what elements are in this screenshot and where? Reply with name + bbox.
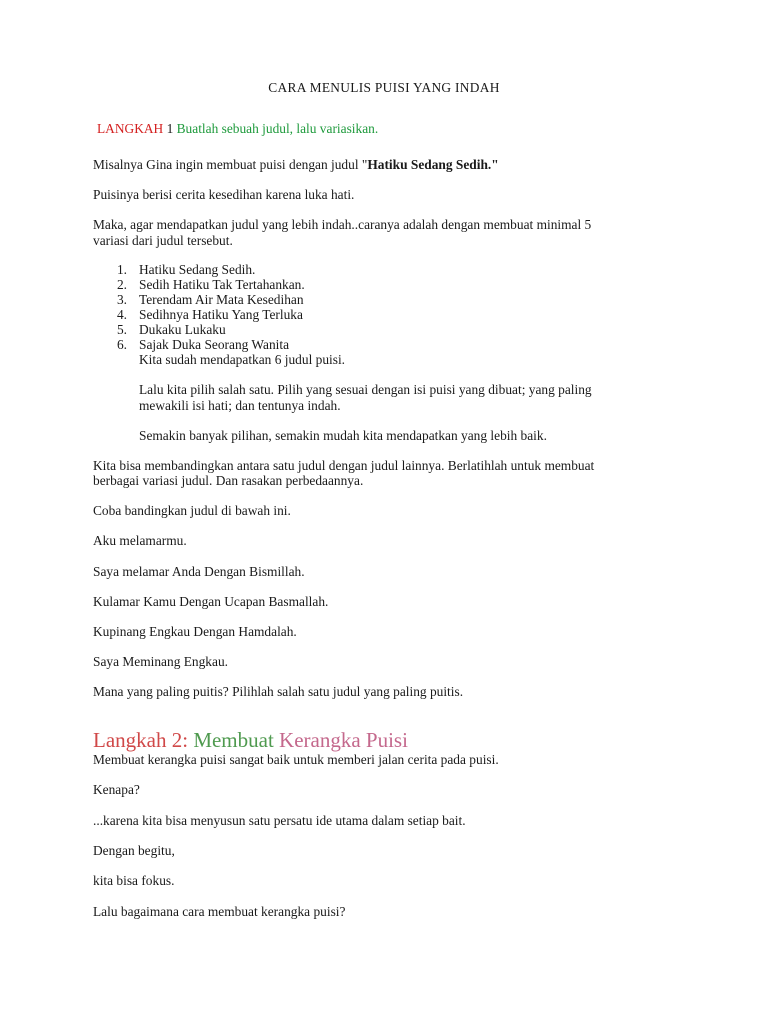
list-item-text: Terendam Air Mata Kesedihan bbox=[139, 292, 304, 307]
step2-heading bbox=[93, 728, 408, 752]
paragraph-1 bbox=[93, 157, 499, 172]
step2-paragraph: Kenapa? bbox=[93, 782, 140, 797]
step2-paragraph: Lalu bagaimana cara membuat kerangka puisi? bbox=[93, 904, 346, 919]
list-item-number: 6. bbox=[116, 337, 127, 352]
example-title: Kupinang Engkau Dengan Hamdalah. bbox=[93, 624, 297, 639]
paragraph-5: Coba bandingkan judul di bawah ini. bbox=[93, 503, 291, 518]
paragraph-1-text: Misalnya Gina ingin membuat puisi dengan judul " bbox=[93, 157, 368, 172]
example-title: Saya Meminang Engkau. bbox=[93, 654, 228, 669]
step1-number: 1 bbox=[166, 121, 174, 136]
list-item-number: 3. bbox=[116, 292, 127, 307]
list-item-number: 4. bbox=[116, 307, 127, 322]
step1-text: Buatlah sebuah judul, lalu variasikan. bbox=[176, 121, 379, 136]
step2-paragraph: ...karena kita bisa menyusun satu persatu ide utama dalam setiap bait. bbox=[93, 813, 466, 828]
list-after-para-a-line-1: Lalu kita pilih salah satu. Pilih yang sesuai dengan isi puisi yang dibuat; yang paling bbox=[139, 382, 592, 397]
paragraph-3-line-2: variasi dari judul tersebut. bbox=[93, 233, 233, 248]
step2-heading-object: Kerangka Puisi bbox=[279, 728, 408, 752]
list-item-text: Sajak Duka Seorang Wanita bbox=[139, 337, 290, 352]
list-after-para-a-line-2: mewakili isi hati; dan tentunya indah. bbox=[139, 398, 341, 413]
list-item-text: Hatiku Sedang Sedih. bbox=[139, 262, 256, 277]
step2-heading-label: Langkah 2: bbox=[93, 728, 189, 752]
document-title: CARA MENULIS PUISI YANG INDAH bbox=[268, 80, 500, 95]
list-item-number: 5. bbox=[116, 322, 127, 337]
example-title: Saya melamar Anda Dengan Bismillah. bbox=[93, 564, 305, 579]
list-item-text: Sedihnya Hatiku Yang Terluka bbox=[139, 307, 303, 322]
list-item-text: Sedih Hatiku Tak Tertahankan. bbox=[139, 277, 305, 292]
paragraph-4-line-2: berbagai variasi judul. Dan rasakan perbedaannya. bbox=[93, 473, 364, 488]
paragraph-3-line-1: Maka, agar mendapatkan judul yang lebih indah..caranya adalah dengan membuat minimal 5 bbox=[93, 217, 592, 232]
list-item-text: Dukaku Lukaku bbox=[139, 322, 226, 337]
list-after-line: Kita sudah mendapatkan 6 judul puisi. bbox=[139, 352, 346, 367]
paragraph-6: Mana yang paling puitis? Pilihlah salah satu judul yang paling puitis. bbox=[93, 684, 464, 699]
list-item-number: 2. bbox=[116, 277, 127, 292]
list-after-para-b: Semakin banyak pilihan, semakin mudah kita mendapatkan yang lebih baik. bbox=[139, 428, 547, 443]
step2-paragraph: kita bisa fokus. bbox=[93, 873, 175, 888]
step2-heading-verb: Membuat bbox=[193, 728, 274, 752]
step2-paragraph: Membuat kerangka puisi sangat baik untuk memberi jalan cerita pada puisi. bbox=[93, 752, 499, 767]
example-title: Kulamar Kamu Dengan Ucapan Basmallah. bbox=[93, 594, 329, 609]
step1-line bbox=[97, 121, 378, 136]
list-item-number: 1. bbox=[116, 262, 127, 277]
paragraph-4-line-1: Kita bisa membandingkan antara satu judul dengan judul lainnya. Berlatihlah untuk membuat bbox=[93, 458, 595, 473]
step1-label: LANGKAH bbox=[97, 121, 164, 136]
paragraph-2: Puisinya berisi cerita kesedihan karena luka hati. bbox=[93, 187, 355, 202]
paragraph-1-bold: Hatiku Sedang Sedih." bbox=[367, 157, 499, 172]
example-title: Aku melamarmu. bbox=[93, 533, 187, 548]
step2-paragraph: Dengan begitu, bbox=[93, 843, 175, 858]
